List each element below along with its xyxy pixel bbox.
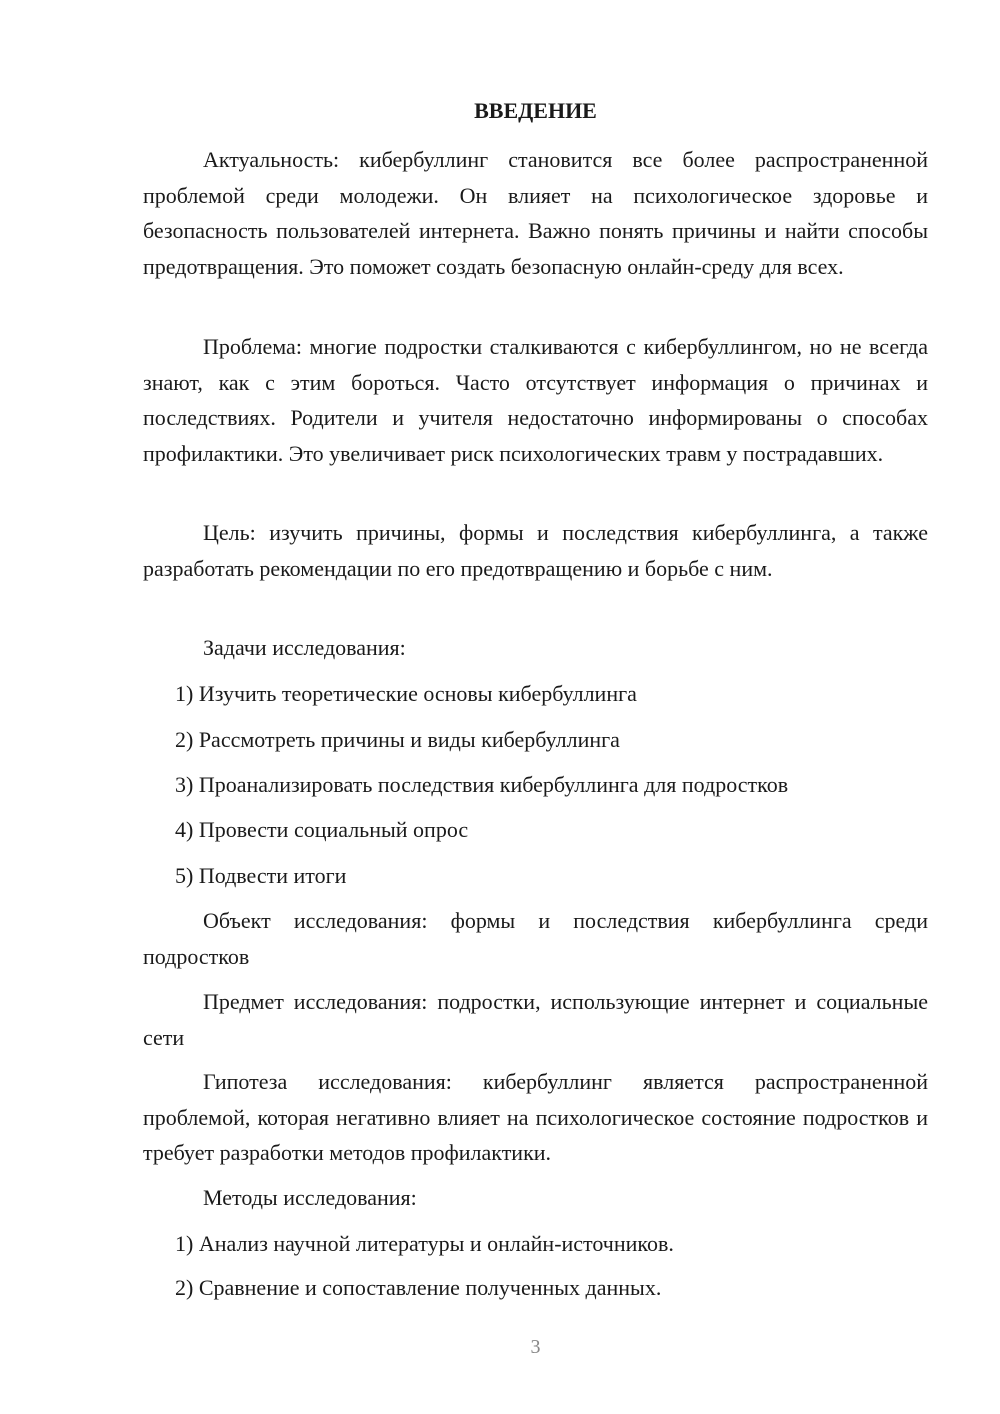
task-item: 5) Подвести итоги (175, 863, 347, 888)
subject-paragraph: Предмет исследования: подростки, использующие интернет и социальные сети (143, 989, 928, 1050)
hypothesis-paragraph: Гипотеза исследования: кибербуллинг является распространенной проблемой, которая негативно влияет на психологическое состояние подростков и требует разработки методов профилактики. (143, 1069, 928, 1165)
method-item: 2) Сравнение и сопоставление полученных данных. (175, 1275, 662, 1300)
page-title: ВВЕДЕНИЕ (474, 98, 597, 123)
page-number: 3 (530, 1336, 541, 1358)
task-item: 2) Рассмотреть причины и виды кибербуллинга (175, 727, 620, 752)
problem-paragraph: Проблема: многие подростки сталкиваются с кибербуллингом, но не всегда знают, как с этим бороться. Часто отсутствует информация о причинах и последствиях. Родители и учителя недостаточно информированы о способах профилактики. Это увеличивает риск психологических травм у пострадавших. (143, 334, 928, 466)
goal-paragraph: Цель: изучить причины, формы и последствия кибербуллинга, а также разработать рекомендации по его предотвращению и борьбе с ним. (143, 520, 928, 581)
relevance-paragraph: Актуальность: кибербуллинг становится все более распространенной проблемой среди молодежи. Он влияет на психологическое здоровье и безопасность пользователей интернета. Важно понять причины и найти способы предотвращения. Это поможет создать безопасную онлайн-среду для всех. (143, 147, 928, 279)
document-page (143, 0, 928, 1414)
task-item: 3) Проанализировать последствия кибербуллинга для подростков (175, 772, 789, 797)
method-item: 1) Анализ научной литературы и онлайн-источников. (175, 1231, 674, 1256)
task-item: 4) Провести социальный опрос (175, 817, 469, 842)
object-paragraph: Объект исследования: формы и последствия кибербуллинга среди подростков (143, 908, 928, 969)
tasks-heading: Задачи исследования: (203, 635, 406, 660)
task-item: 1) Изучить теоретические основы кибербуллинга (175, 681, 637, 706)
methods-heading: Методы исследования: (203, 1185, 417, 1210)
